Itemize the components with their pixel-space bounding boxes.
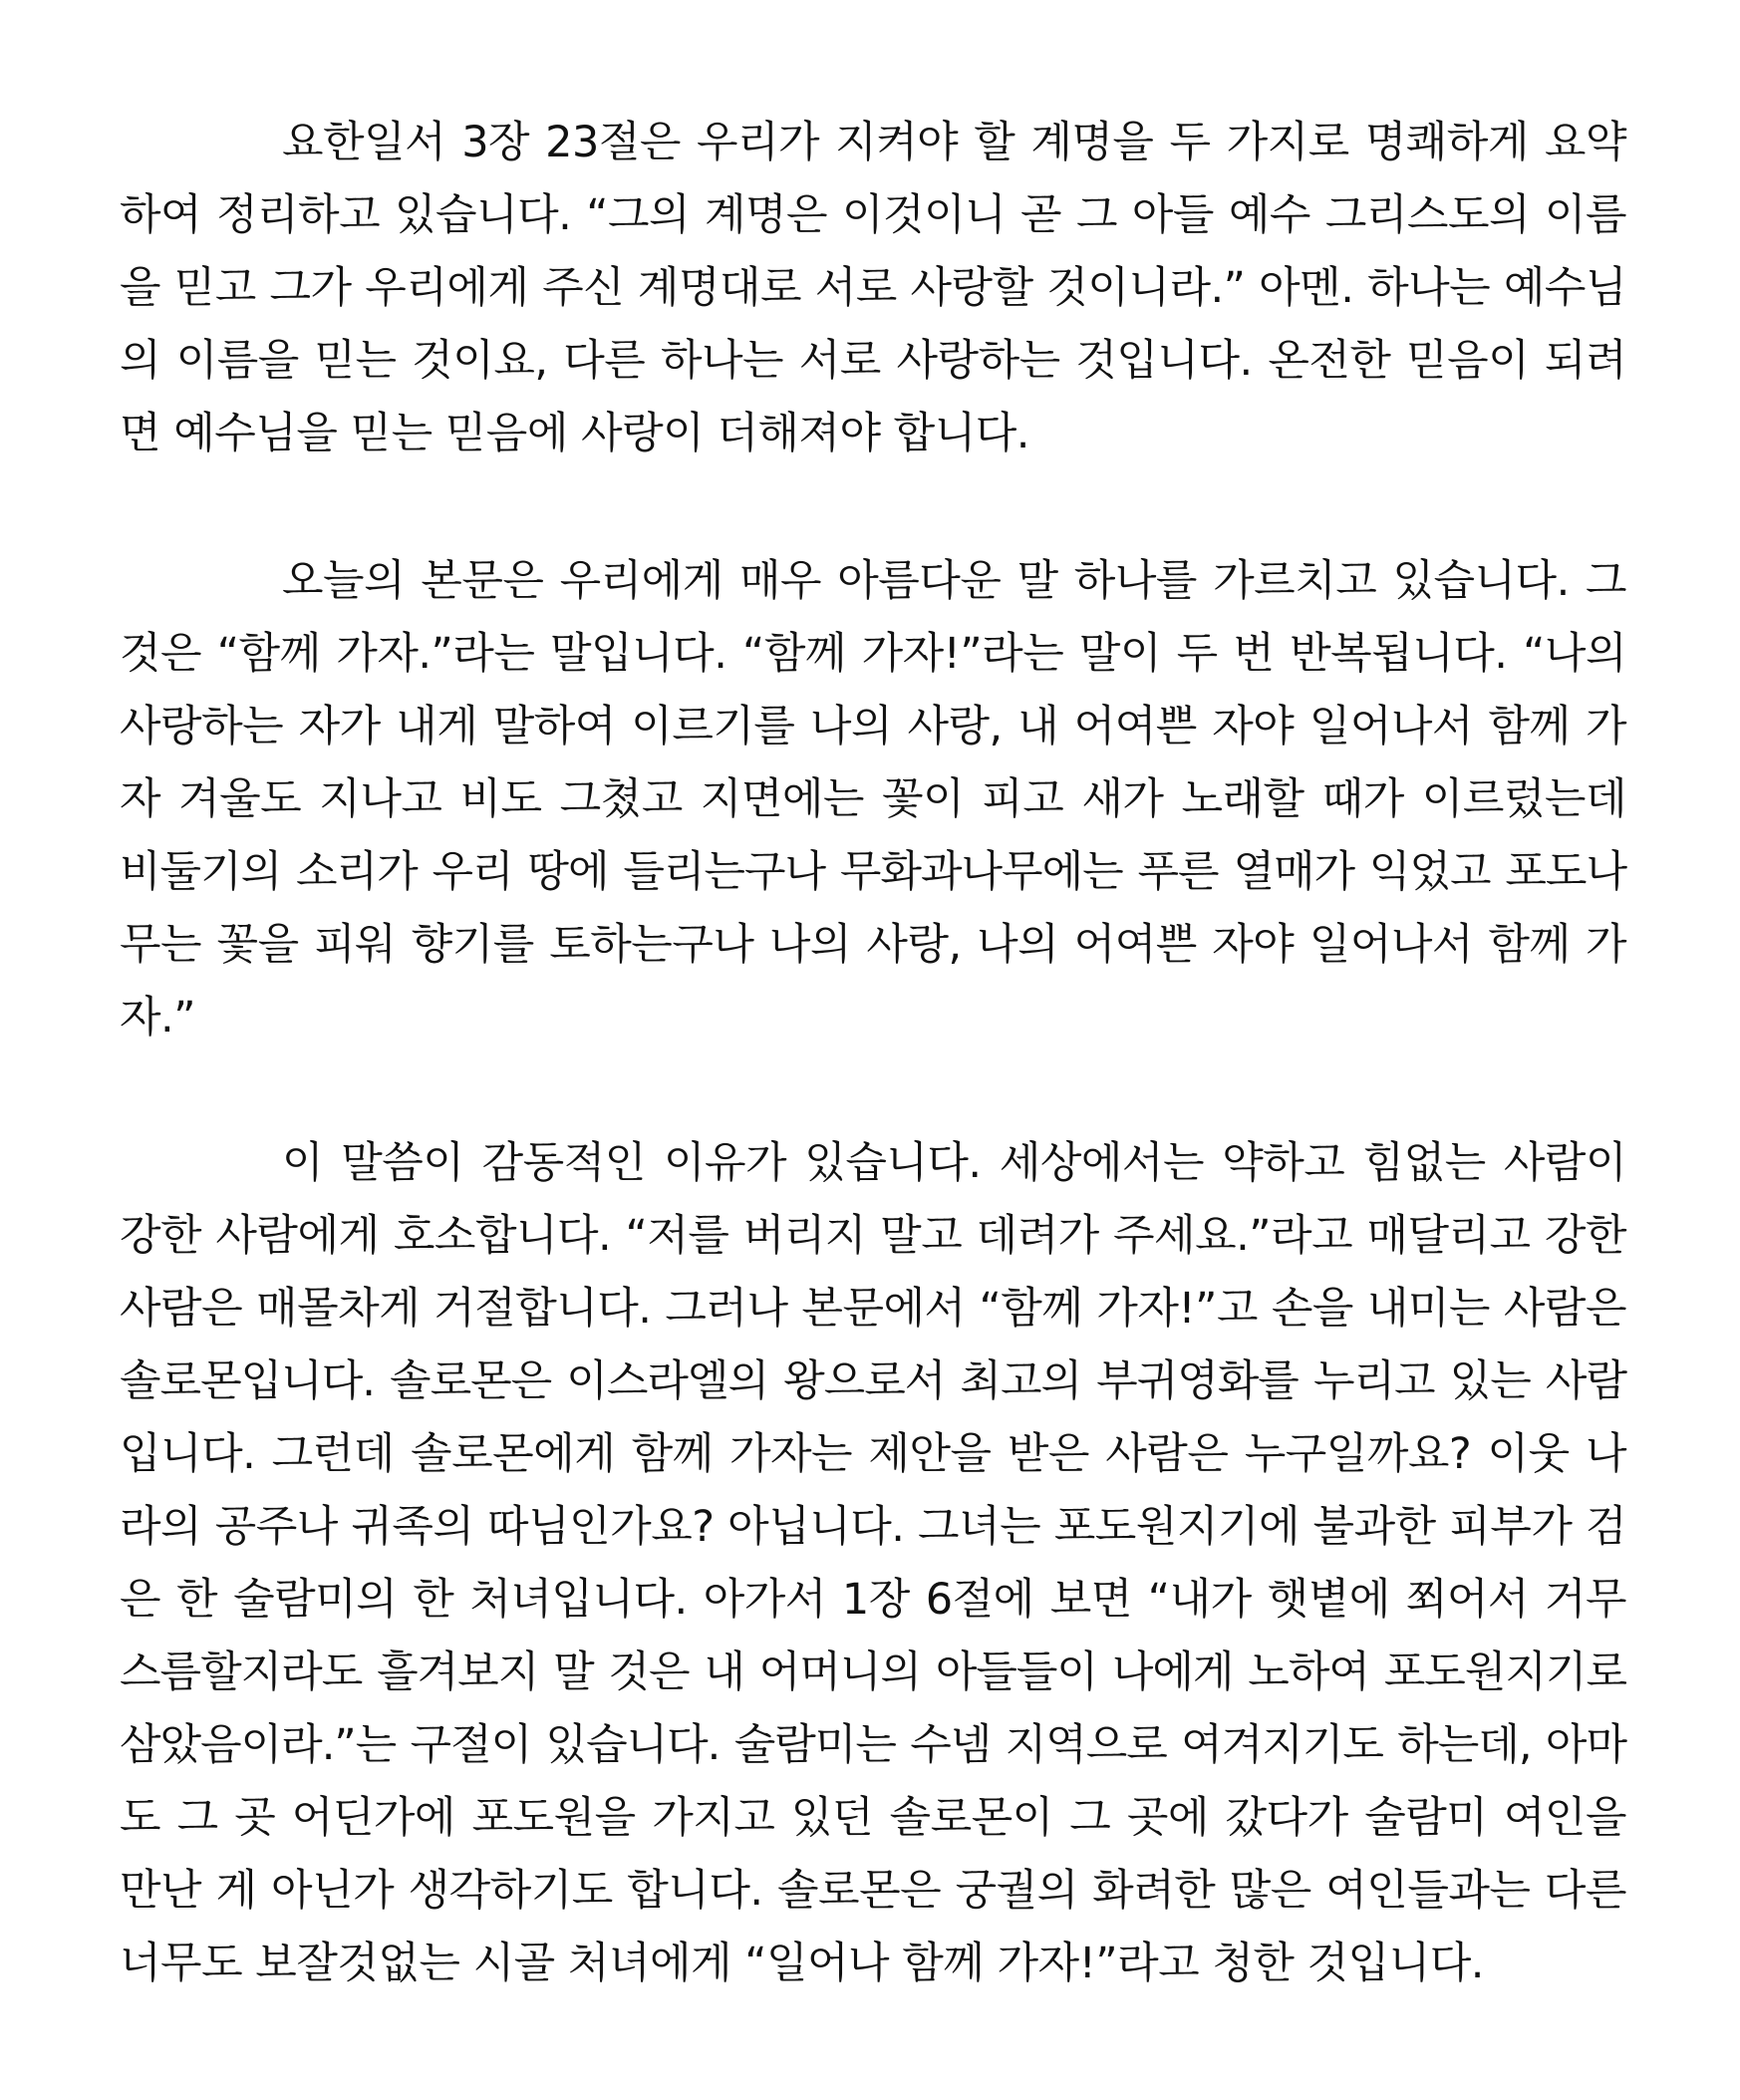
text-line: 하여 정리하고 있습니다. “그의 계명은 이것이니 곧 그 아들 예수 그리스도의 이름 [120,190,1626,240]
text-line: 도 그 곳 어딘가에 포도원을 가지고 있던 솔로몬이 그 곳에 갔다가 술람미 여인을 [120,1793,1626,1843]
paragraph-1 [120,107,1626,470]
text-line: 삼았음이라.”는 구절이 있습니다. 술람미는 수넴 지역으로 여겨지기도 하는데, 아마 [120,1720,1626,1770]
text-line: 자 겨울도 지나고 비도 그쳤고 지면에는 꽃이 피고 새가 노래할 때가 이르렀는데 [120,774,1626,824]
text-line: 면 예수님을 믿는 믿음에 사랑이 더해져야 합니다. [120,409,1029,458]
text-line: 사람은 매몰차게 거절합니다. 그러나 본문에서 “함께 가자!”고 손을 내미는 사람은 [120,1284,1626,1334]
text-line: 입니다. 그런데 솔로몬에게 함께 가자는 제안을 받은 사람은 누구일까요? 이웃 나 [120,1429,1626,1479]
text-line: 은 한 술람미의 한 처녀입니다. 아가서 1장 6절에 보면 “내가 햇볕에 쬐어서 거무 [120,1575,1626,1625]
text-line: 솔로몬입니다. 솔로몬은 이스라엘의 왕으로서 최고의 부귀영화를 누리고 있는 사람 [120,1356,1626,1406]
text-line: 이 말씀이 감동적인 이유가 있습니다. 세상에서는 약하고 힘없는 사람이 [282,1138,1626,1188]
text-line: 것은 “함께 가자.”라는 말입니다. “함께 가자!”라는 말이 두 번 반복됩니다. “나의 [120,629,1626,679]
text-line: 비둘기의 소리가 우리 땅에 들리는구나 무화과나무에는 푸른 열매가 익었고 포도나 [120,847,1626,897]
text-line: 의 이름을 믿는 것이요, 다른 하나는 서로 사랑하는 것입니다. 온전한 믿음이 되려 [120,336,1626,386]
text-line: 무는 꽃을 피워 향기를 토하는구나 나의 사랑, 나의 어여쁜 자야 일어나서 함께 가 [120,920,1626,970]
text-line: 라의 공주나 귀족의 따님인가요? 아닙니다. 그녀는 포도원지기에 불과한 피부가 검 [120,1502,1626,1552]
paragraph-3 [120,1127,1626,2000]
text-line: 오늘의 본문은 우리에게 매우 아름다운 말 하나를 가르치고 있습니다. 그 [282,556,1626,606]
text-line: 강한 사람에게 호소합니다. “저를 버리지 말고 데려가 주세요.”라고 매달리고 강한 [120,1211,1626,1261]
text-line: 너무도 보잘것없는 시골 처녀에게 “일어나 함께 가자!”라고 청한 것입니다. [120,1939,1484,1988]
text-line: 만난 게 아닌가 생각하기도 합니다. 솔로몬은 궁궐의 화려한 많은 여인들과는 다른 [120,1866,1626,1916]
paragraph-2 [120,545,1626,1054]
text-line: 요한일서 3장 23절은 우리가 지켜야 할 계명을 두 가지로 명쾌하게 요약 [282,118,1626,167]
text-line: 사랑하는 자가 내게 말하여 이르기를 나의 사랑, 내 어여쁜 자야 일어나서 함께 가 [120,702,1626,751]
text-line: 스름할지라도 흘겨보지 말 것은 내 어머니의 아들들이 나에게 노하여 포도원지기로 [120,1648,1626,1697]
text-line: 을 믿고 그가 우리에게 주신 계명대로 서로 사랑할 것이니라.” 아멘. 하나는 예수님 [120,263,1626,313]
text-line: 자.” [120,993,195,1043]
